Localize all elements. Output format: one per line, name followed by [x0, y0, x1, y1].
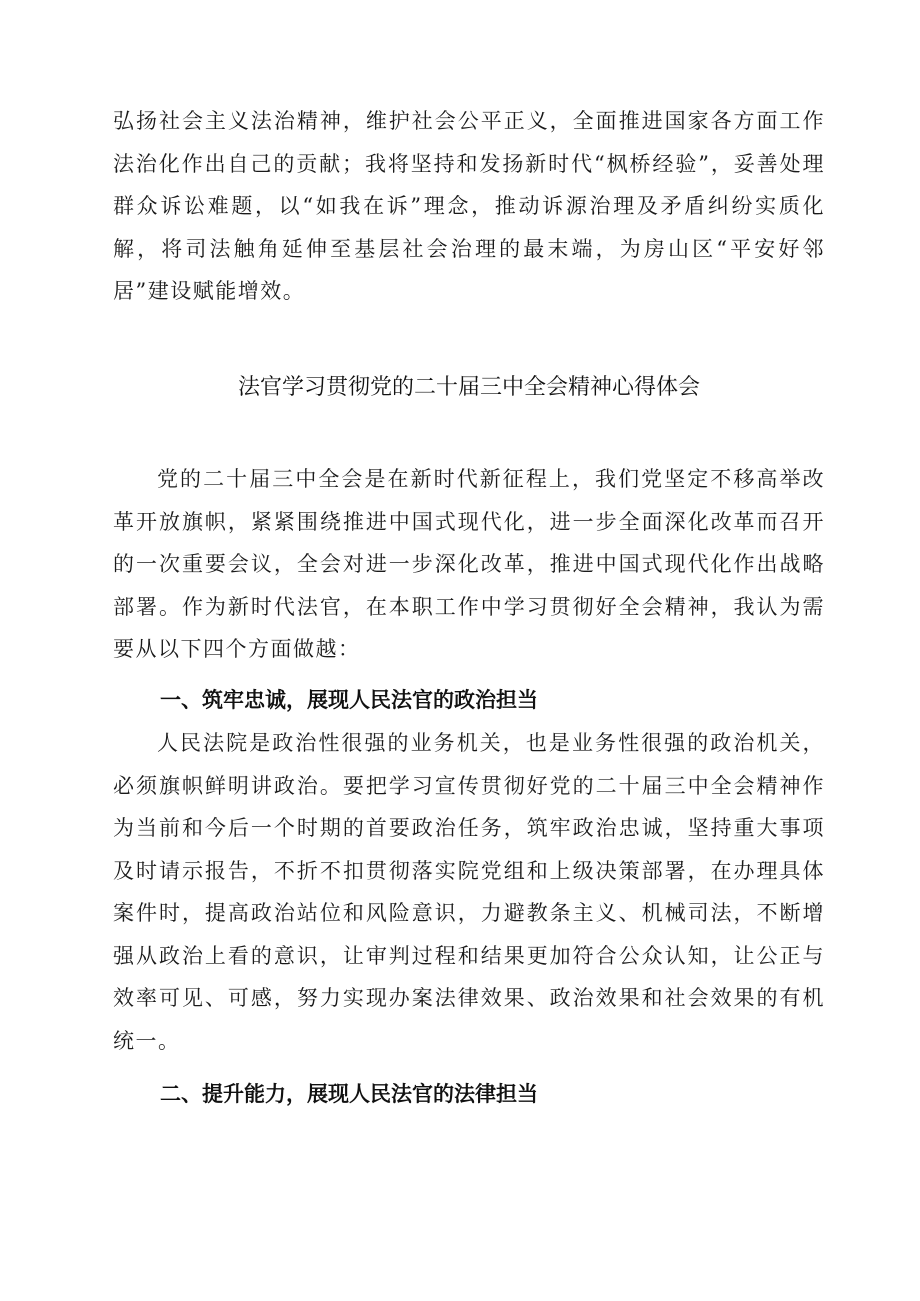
section-2-heading: 二、提升能力，展现人民法官的法律担当 [160, 1082, 538, 1106]
section-1-paragraph: 人民法院是政治性很强的业务机关，也是业务性很强的政治机关，必须旗帜鲜明讲政治。要把学习宣传贯彻好党的二十届三中全会精神作为当前和今后一个时期的首要政治任务，筑牢政治忠诚，坚持重大事项及时请示报告，不折不扣贯彻落实院党组和上级决策部署，在办理具体案件时，提高政治站位和风险意识，力避教条主义、机械司法，不断增强从政治上看的意识，让审判过程和结果更加符合公众认知，让公正与效率可见、可感，努力实现办案法律效果、政治效果和社会效果的有机统一。 [113, 731, 825, 1053]
page-title: 法官学习贯彻党的二十届三中全会精神心得体会 [237, 375, 700, 400]
previous-paragraph: 弘扬社会主义法治精神，维护社会公平正义，全面推进国家各方面工作法治化作出自己的贡献；我将坚持和发扬新时代“枫桥经验”，妥善处理群众诉讼难题，以“如我在诉”理念，推动诉源治理及矛盾纠纷实质化解，将司法触角延伸至基层社会治理的最末端，为房山区“平安好邻居”建设赋能增效。 [113, 109, 825, 303]
intro-paragraph: 党的二十届三中全会是在新时代新征程上，我们党坚定不移高举改革开放旗帜，紧紧围绕推进中国式现代化，进一步全面深化改革而召开的一次重要会议，全会对进一步深化改革，推进中国式现代化作出战略部署。作为新时代法官，在本职工作中学习贯彻好全会精神，我认为需要从以下四个方面做越： [113, 467, 825, 661]
section-1-heading: 一、筑牢忠诚，展现人民法官的政治担当 [160, 688, 538, 712]
